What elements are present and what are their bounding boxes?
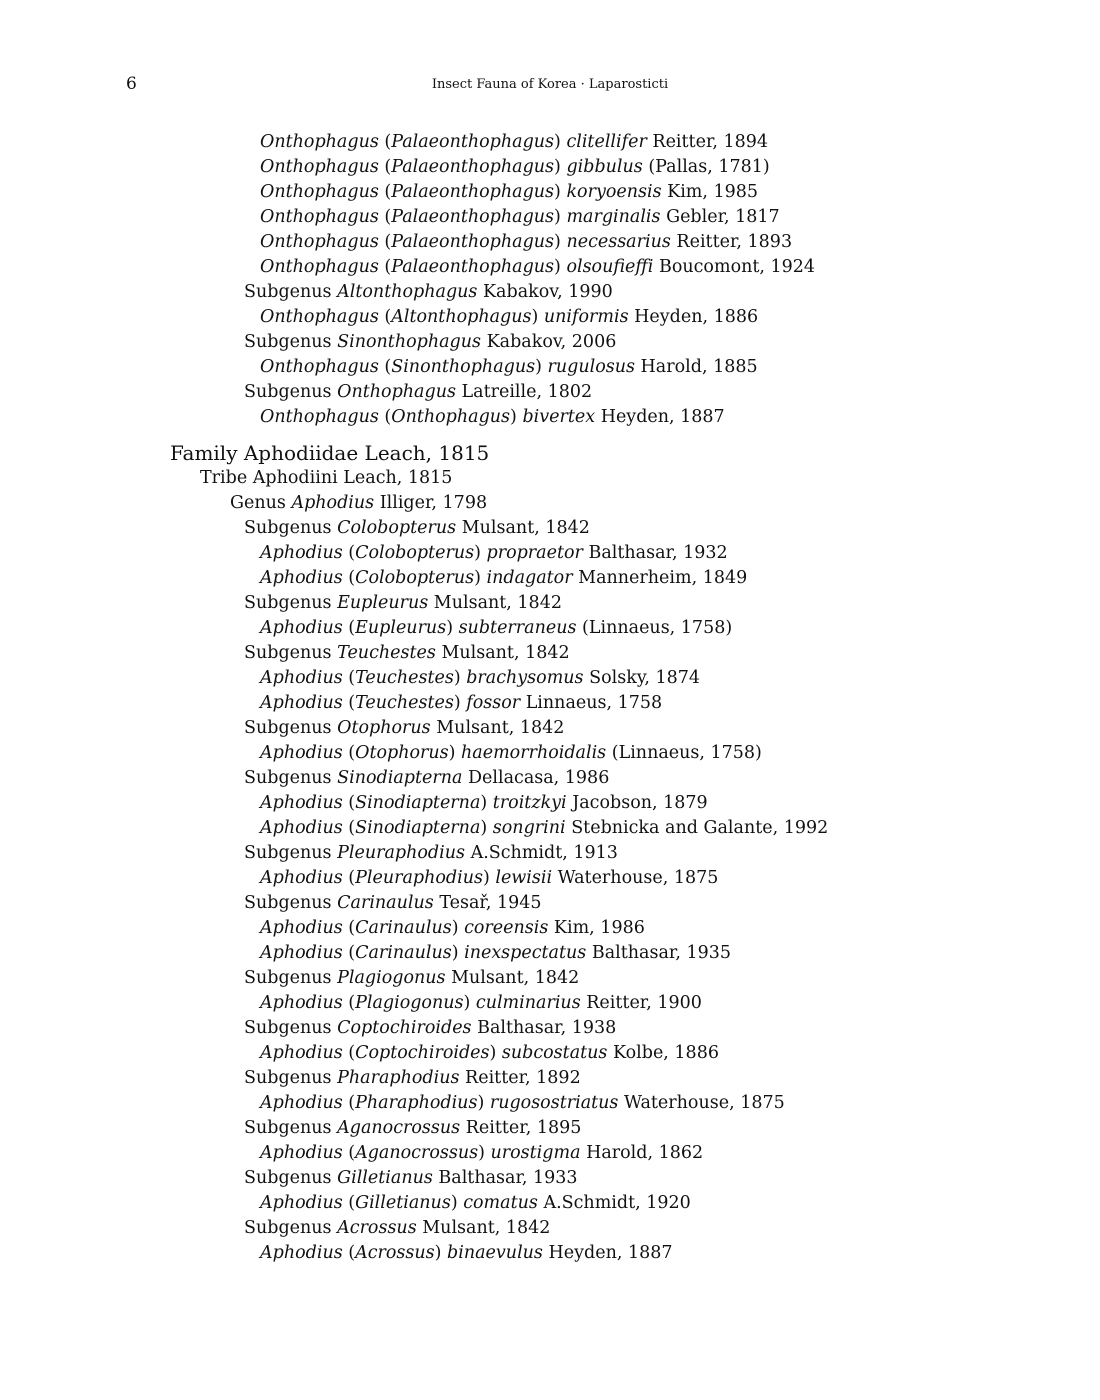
genus-name: Aphodius xyxy=(260,693,343,713)
taxon-author: Reitter, 1892 xyxy=(465,1068,581,1088)
taxon-name: Pharaphodius xyxy=(337,1068,460,1088)
taxon-author: Solsky, 1874 xyxy=(589,668,701,688)
taxon-author: Heyden, 1886 xyxy=(634,307,759,327)
subgenus-name: Coptochiroides xyxy=(355,1043,490,1063)
taxon-author: Kim, 1985 xyxy=(667,182,759,202)
species-epithet: haemorrhoidalis xyxy=(461,743,607,763)
species-epithet: fossor xyxy=(466,693,521,713)
subgenus-name: Aganocrossus xyxy=(355,1143,479,1163)
genus-name: Aphodius xyxy=(260,543,343,563)
taxon-name: Gilletianus xyxy=(337,1168,433,1188)
subgenus-entry xyxy=(0,1116,1100,1141)
species-epithet: culminarius xyxy=(475,993,581,1013)
species-epithet: subterraneus xyxy=(458,618,577,638)
species-epithet: troitzkyi xyxy=(492,793,567,813)
taxon-author: Balthasar, 1932 xyxy=(588,543,728,563)
taxon-name: Colobopterus xyxy=(337,518,457,538)
taxon-author: Heyden, 1887 xyxy=(600,407,725,427)
taxon-name: Altonthophagus xyxy=(337,282,478,302)
species-entry: Aphodius (Teuchestes) brachysomus Solsky, 1874 xyxy=(260,668,701,688)
subgenus-entry xyxy=(0,330,1100,355)
species-entry: Aphodius (Acrossus) binaevulus Heyden, 1887 xyxy=(260,1243,673,1263)
taxon-name: Aphodius xyxy=(291,493,375,513)
genus-name: Aphodius xyxy=(260,1043,343,1063)
taxon-name: Aphodiidae xyxy=(243,441,359,465)
taxon-author: (Linnaeus, 1758) xyxy=(611,743,762,763)
subgenus-name: Palaeonthophagus xyxy=(391,157,555,177)
species-epithet: indagator xyxy=(486,568,573,588)
subgenus-name: Colobopterus xyxy=(355,568,475,588)
family-entry xyxy=(0,440,1100,466)
subgenus-name: Sinonthophagus xyxy=(391,357,536,377)
species-epithet: binaevulus xyxy=(447,1243,543,1263)
taxon-name: Pleuraphodius xyxy=(337,843,465,863)
taxon-author: Heyden, 1887 xyxy=(548,1243,673,1263)
taxon-author: Balthasar, 1938 xyxy=(477,1018,617,1038)
species-entry: Onthophagus (Palaeonthophagus) necessarius Reitter, 1893 xyxy=(260,232,793,252)
genus-name: Aphodius xyxy=(260,1143,343,1163)
rank-label: Subgenus xyxy=(244,1068,332,1088)
taxon-author: (Pallas, 1781) xyxy=(648,157,770,177)
genus-name: Onthophagus xyxy=(260,407,379,427)
genus-name: Onthophagus xyxy=(260,157,379,177)
subgenus-entry xyxy=(0,516,1100,541)
page-number: 6 xyxy=(126,74,137,94)
taxon-author: Waterhouse, 1875 xyxy=(557,868,719,888)
subgenus-name: Sinodiapterna xyxy=(355,793,481,813)
species-epithet: brachysomus xyxy=(466,668,584,688)
rank-label: Subgenus xyxy=(244,718,332,738)
rank-label: Genus xyxy=(230,493,286,513)
species-entry: Onthophagus (Palaeonthophagus) clitellifer Reitter, 1894 xyxy=(260,132,769,152)
genus-name: Aphodius xyxy=(260,993,343,1013)
subgenus-name: Teuchestes xyxy=(355,668,454,688)
species-epithet: rugosostriatus xyxy=(489,1093,619,1113)
genus-name: Aphodius xyxy=(260,743,343,763)
taxon-name: Carinaulus xyxy=(337,893,434,913)
subgenus-entry xyxy=(0,716,1100,741)
species-entry: Aphodius (Sinodiapterna) songrini Stebnicka and Galante, 1992 xyxy=(260,818,829,838)
species-epithet: olsoufieffi xyxy=(566,257,654,277)
species-entry: Onthophagus (Sinonthophagus) rugulosus Harold, 1885 xyxy=(260,357,758,377)
taxon-name: Sinodiapterna xyxy=(337,768,463,788)
rank-label: Subgenus xyxy=(244,1018,332,1038)
genus-name: Aphodius xyxy=(260,818,343,838)
taxon-author: A.Schmidt, 1920 xyxy=(543,1193,691,1213)
taxon-author: Illiger, 1798 xyxy=(379,493,488,513)
subgenus-entry xyxy=(0,1216,1100,1241)
subgenus-entry xyxy=(0,1166,1100,1191)
taxon-author: Reitter, 1893 xyxy=(676,232,793,252)
species-epithet: necessarius xyxy=(566,232,671,252)
taxon-author: A.Schmidt, 1913 xyxy=(470,843,618,863)
subgenus-entry xyxy=(0,380,1100,405)
taxon-author: Linnaeus, 1758 xyxy=(525,693,663,713)
taxon-author: Harold, 1862 xyxy=(586,1143,704,1163)
rank-label: Subgenus xyxy=(244,282,332,302)
species-entry: Aphodius (Sinodiapterna) troitzkyi Jacobson, 1879 xyxy=(260,793,708,813)
subgenus-entry xyxy=(0,966,1100,991)
subgenus-name: Pleuraphodius xyxy=(355,868,483,888)
species-epithet: clitellifer xyxy=(566,132,647,152)
taxon-author: Latreille, 1802 xyxy=(461,382,593,402)
rank-label: Subgenus xyxy=(244,843,332,863)
genus-entry xyxy=(0,491,1100,516)
species-entry: Aphodius (Pleuraphodius) lewisii Waterhouse, 1875 xyxy=(260,868,719,888)
taxon-author: Leach, 1815 xyxy=(343,468,453,488)
species-epithet: propraetor xyxy=(486,543,583,563)
genus-name: Aphodius xyxy=(260,668,343,688)
genus-name: Onthophagus xyxy=(260,357,379,377)
species-entry: Onthophagus (Altonthophagus) uniformis Heyden, 1886 xyxy=(260,307,759,327)
taxon-author: Mulsant, 1842 xyxy=(441,643,570,663)
species-epithet: lewisii xyxy=(495,868,553,888)
taxon-author: Mulsant, 1842 xyxy=(461,518,590,538)
subgenus-entry xyxy=(0,591,1100,616)
taxon-list xyxy=(0,130,1100,1266)
taxon-author: Dellacasa, 1986 xyxy=(468,768,610,788)
taxon-author: Stebnicka and Galante, 1992 xyxy=(571,818,829,838)
genus-name: Onthophagus xyxy=(260,132,379,152)
taxon-author: Balthasar, 1935 xyxy=(591,943,732,963)
genus-name: Aphodius xyxy=(260,618,343,638)
taxon-author: Gebler, 1817 xyxy=(666,207,780,227)
species-epithet: songrini xyxy=(492,818,566,838)
taxon-name: Coptochiroides xyxy=(337,1018,472,1038)
taxon-author: Tesař, 1945 xyxy=(439,893,542,913)
species-epithet: bivertex xyxy=(522,407,596,427)
species-entry: Aphodius (Coptochiroides) subcostatus Kolbe, 1886 xyxy=(260,1043,719,1063)
subgenus-name: Teuchestes xyxy=(355,693,454,713)
taxon-author: (Linnaeus, 1758) xyxy=(582,618,733,638)
genus-name: Aphodius xyxy=(260,943,343,963)
running-title: Insect Fauna of Korea · Laparosticti xyxy=(431,77,669,92)
genus-name: Onthophagus xyxy=(260,207,379,227)
species-entry: Aphodius (Eupleurus) subterraneus (Linnaeus, 1758) xyxy=(260,618,733,638)
taxon-name: Teuchestes xyxy=(337,643,436,663)
subgenus-entry xyxy=(0,841,1100,866)
species-epithet: marginalis xyxy=(566,207,661,227)
taxon-name: Eupleurus xyxy=(337,593,429,613)
species-epithet: gibbulus xyxy=(566,157,643,177)
subgenus-name: Carinaulus xyxy=(355,918,452,938)
taxon-author: Mulsant, 1842 xyxy=(422,1218,551,1238)
genus-name: Aphodius xyxy=(260,793,343,813)
taxon-author: Balthasar, 1933 xyxy=(438,1168,578,1188)
taxon-author: Mannerheim, 1849 xyxy=(578,568,748,588)
subgenus-name: Palaeonthophagus xyxy=(391,232,555,252)
rank-label: Subgenus xyxy=(244,1118,332,1138)
species-entry: Aphodius (Plagiogonus) culminarius Reitter, 1900 xyxy=(260,993,702,1013)
species-epithet: coreensis xyxy=(464,918,549,938)
subgenus-name: Palaeonthophagus xyxy=(391,257,555,277)
species-entry: Aphodius (Otophorus) haemorrhoidalis (Linnaeus, 1758) xyxy=(260,743,762,763)
taxon-author: Reitter, 1894 xyxy=(652,132,769,152)
tribe-entry xyxy=(0,466,1100,491)
taxon-author: Reitter, 1895 xyxy=(465,1118,582,1138)
rank-label: Subgenus xyxy=(244,593,332,613)
species-epithet: uniformis xyxy=(543,307,629,327)
subgenus-entry xyxy=(0,641,1100,666)
taxon-author: Mulsant, 1842 xyxy=(433,593,562,613)
species-epithet: subcostatus xyxy=(501,1043,608,1063)
subgenus-name: Altonthophagus xyxy=(391,307,532,327)
rank-label: Subgenus xyxy=(244,643,332,663)
species-entry: Aphodius (Colobopterus) indagator Mannerheim, 1849 xyxy=(260,568,748,588)
species-entry: Aphodius (Aganocrossus) urostigma Harold, 1862 xyxy=(260,1143,704,1163)
species-entry: Aphodius (Teuchestes) fossor Linnaeus, 1758 xyxy=(260,693,663,713)
page-header xyxy=(0,74,1100,98)
rank-label: Subgenus xyxy=(244,332,332,352)
taxon-name: Otophorus xyxy=(337,718,431,738)
species-entry: Onthophagus (Onthophagus) bivertex Heyden, 1887 xyxy=(260,407,725,427)
rank-label: Subgenus xyxy=(244,518,332,538)
subgenus-name: Palaeonthophagus xyxy=(391,132,555,152)
subgenus-name: Colobopterus xyxy=(355,543,475,563)
species-epithet: rugulosus xyxy=(547,357,635,377)
subgenus-name: Pharaphodius xyxy=(355,1093,478,1113)
species-epithet: comatus xyxy=(463,1193,538,1213)
genus-name: Onthophagus xyxy=(260,232,379,252)
rank-label: Subgenus xyxy=(244,1218,332,1238)
subgenus-entry xyxy=(0,1016,1100,1041)
taxon-author: Kabakov, 2006 xyxy=(486,332,617,352)
genus-name: Aphodius xyxy=(260,1243,343,1263)
rank-label: Tribe xyxy=(200,468,248,488)
rank-label: Subgenus xyxy=(244,768,332,788)
subgenus-name: Eupleurus xyxy=(355,618,447,638)
subgenus-name: Carinaulus xyxy=(355,943,452,963)
taxon-author: Harold, 1885 xyxy=(640,357,758,377)
taxon-name: Onthophagus xyxy=(337,382,456,402)
subgenus-name: Otophorus xyxy=(355,743,449,763)
species-entry: Onthophagus (Palaeonthophagus) olsoufieffi Boucomont, 1924 xyxy=(260,257,816,277)
species-epithet: urostigma xyxy=(490,1143,581,1163)
taxon-author: Kabakov, 1990 xyxy=(482,282,613,302)
species-entry: Onthophagus (Palaeonthophagus) koryoensis Kim, 1985 xyxy=(260,182,759,202)
subgenus-entry xyxy=(0,1066,1100,1091)
taxon-author: Boucomont, 1924 xyxy=(658,257,816,277)
genus-name: Onthophagus xyxy=(260,307,379,327)
species-entry: Aphodius (Carinaulus) inexspectatus Balthasar, 1935 xyxy=(260,943,732,963)
taxon-author: Reitter, 1900 xyxy=(586,993,702,1013)
taxon-name: Plagiogonus xyxy=(337,968,446,988)
species-epithet: koryoensis xyxy=(566,182,662,202)
species-entry: Onthophagus (Palaeonthophagus) marginalis Gebler, 1817 xyxy=(260,207,780,227)
genus-name: Onthophagus xyxy=(260,257,379,277)
taxon-author: Mulsant, 1842 xyxy=(451,968,580,988)
taxon-author: Jacobson, 1879 xyxy=(572,793,708,813)
subgenus-entry xyxy=(0,891,1100,916)
subgenus-name: Palaeonthophagus xyxy=(391,207,555,227)
genus-name: Aphodius xyxy=(260,918,343,938)
taxon-author: Mulsant, 1842 xyxy=(436,718,565,738)
taxon-author: Leach, 1815 xyxy=(364,441,490,465)
species-entry: Aphodius (Pharaphodius) rugosostriatus Waterhouse, 1875 xyxy=(260,1093,785,1113)
subgenus-name: Plagiogonus xyxy=(355,993,464,1013)
subgenus-entry xyxy=(0,766,1100,791)
rank-label: Subgenus xyxy=(244,382,332,402)
subgenus-name: Sinodiapterna xyxy=(355,818,481,838)
taxon-name: Sinonthophagus xyxy=(337,332,481,352)
subgenus-name: Palaeonthophagus xyxy=(391,182,555,202)
subgenus-name: Onthophagus xyxy=(391,407,511,427)
rank-label: Family xyxy=(170,441,238,465)
species-entry: Aphodius (Gilletianus) comatus A.Schmidt, 1920 xyxy=(260,1193,691,1213)
genus-name: Aphodius xyxy=(260,868,343,888)
taxon-author: Waterhouse, 1875 xyxy=(624,1093,785,1113)
genus-name: Aphodius xyxy=(260,1093,343,1113)
taxon-name: Acrossus xyxy=(337,1218,417,1238)
taxon-name: Aphodiini xyxy=(252,468,338,488)
taxon-author: Kolbe, 1886 xyxy=(613,1043,719,1063)
species-entry: Onthophagus (Palaeonthophagus) gibbulus (Pallas, 1781) xyxy=(260,157,770,177)
rank-label: Subgenus xyxy=(244,968,332,988)
genus-name: Aphodius xyxy=(260,568,343,588)
species-entry: Aphodius (Colobopterus) propraetor Balthasar, 1932 xyxy=(260,543,728,563)
species-epithet: inexspectatus xyxy=(464,943,587,963)
subgenus-entry xyxy=(0,280,1100,305)
genus-name: Onthophagus xyxy=(260,182,379,202)
species-entry: Aphodius (Carinaulus) coreensis Kim, 1986 xyxy=(260,918,645,938)
genus-name: Aphodius xyxy=(260,1193,343,1213)
subgenus-name: Gilletianus xyxy=(355,1193,451,1213)
taxon-author: Kim, 1986 xyxy=(553,918,645,938)
rank-label: Subgenus xyxy=(244,893,332,913)
subgenus-name: Acrossus xyxy=(355,1243,435,1263)
rank-label: Subgenus xyxy=(244,1168,332,1188)
taxon-name: Aganocrossus xyxy=(337,1118,461,1138)
